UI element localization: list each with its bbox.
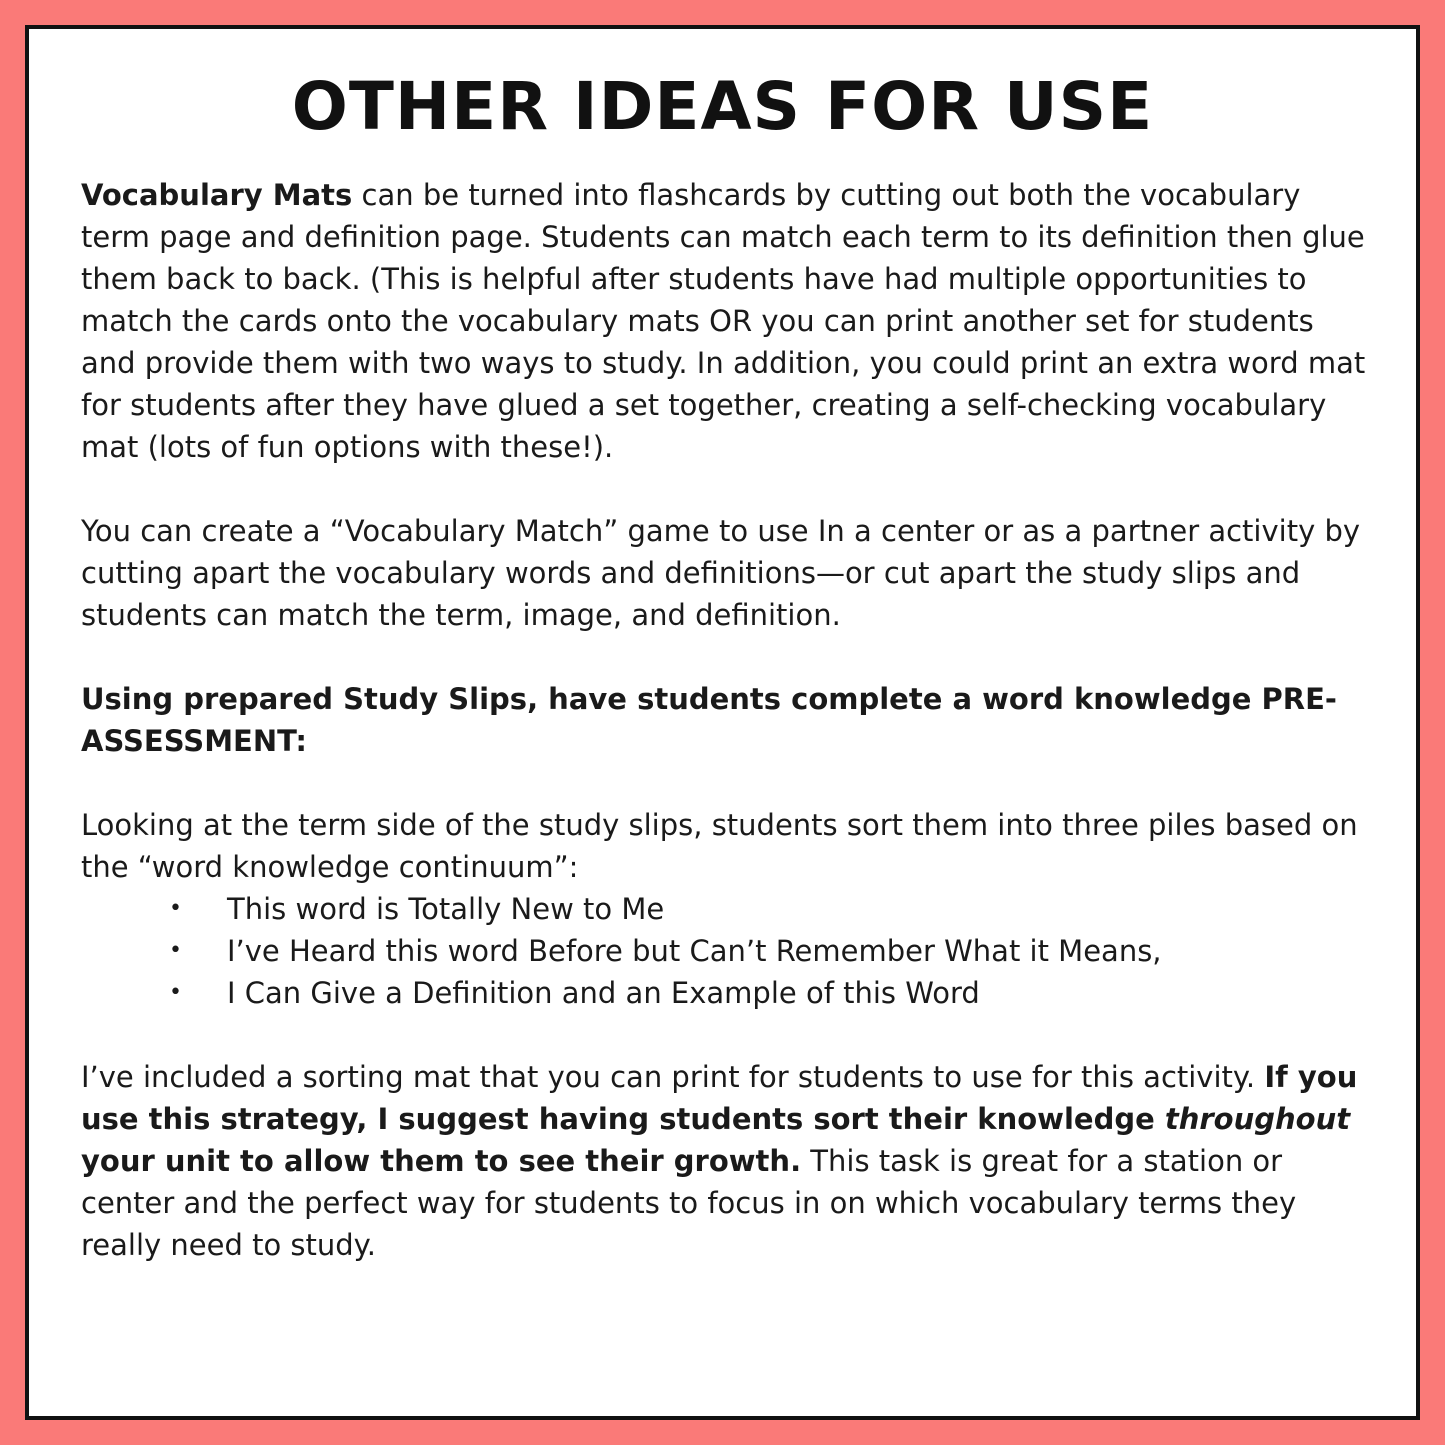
sorting-mat-bold-a: If you use this strategy, I suggest having students sort their knowledge [81, 1060, 1358, 1136]
sorting-mat-text-b: This task is great for a station or center and the perfect way for students to focus in on which vocabulary terms they really need to study. [81, 1144, 1297, 1262]
pre-assessment-heading: Using prepared Study Slips, have students complete a word knowledge PRE-ASSESSMENT: [81, 682, 1337, 758]
page-title: OTHER IDEAS FOR USE [291, 68, 1154, 145]
vocabulary-mats-text: can be turned into flashcards by cutting out both the vocabulary term page and definition page. Students can match each term to its definition then glue them back to back. (This is helpful after students have had multiple opportunities to match the cards onto the vocabulary mats OR you can print another set for students and provide them with two ways to study. In addition, you could print an extra word mat for students after they have glued a set together, creating a self-checking vocabulary mat (lots of fun options with these!). [81, 178, 1366, 464]
spacer [81, 468, 1366, 510]
bullet-icon: • [169, 938, 182, 963]
content-body [81, 174, 1366, 1266]
paragraph-vocabulary-match: You can create a “Vocabulary Match” game to use In a center or as a partner activity by cutting apart the vocabulary words and definitions—or cut apart the study slips and students can match the term, image, and definition. [81, 514, 1361, 632]
sorting-mat-text-a: I’ve included a sorting mat that you can print for students to use for this activity. [81, 1060, 1265, 1094]
spacer [81, 1014, 1366, 1056]
list-item [81, 972, 1366, 1014]
bullet-icon: • [169, 980, 182, 1005]
page-card [25, 25, 1420, 1420]
paragraph-sorting-mat [81, 1056, 1366, 1266]
paragraph-vocabulary-mats [81, 174, 1366, 468]
knowledge-continuum-list [81, 888, 1366, 1014]
bullet-icon: • [169, 896, 182, 921]
sorting-mat-emphasis: throughout [1164, 1102, 1351, 1136]
paragraph-sorting-intro: Looking at the term side of the study slips, students sort them into three piles based on the “word knowledge continuum”: [81, 808, 1358, 884]
list-item-text: This word is Totally New to Me [227, 892, 665, 926]
sorting-mat-bold-b: your unit to allow them to see their growth. [81, 1144, 802, 1178]
list-item-text: I Can Give a Definition and an Example of this Word [227, 976, 980, 1010]
spacer [81, 762, 1366, 804]
spacer [81, 636, 1366, 678]
list-item-text: I’ve Heard this word Before but Can’t Remember What it Means, [227, 934, 1162, 968]
vocabulary-mats-lead: Vocabulary Mats [81, 178, 353, 212]
list-item [81, 930, 1366, 972]
list-item [81, 888, 1366, 930]
